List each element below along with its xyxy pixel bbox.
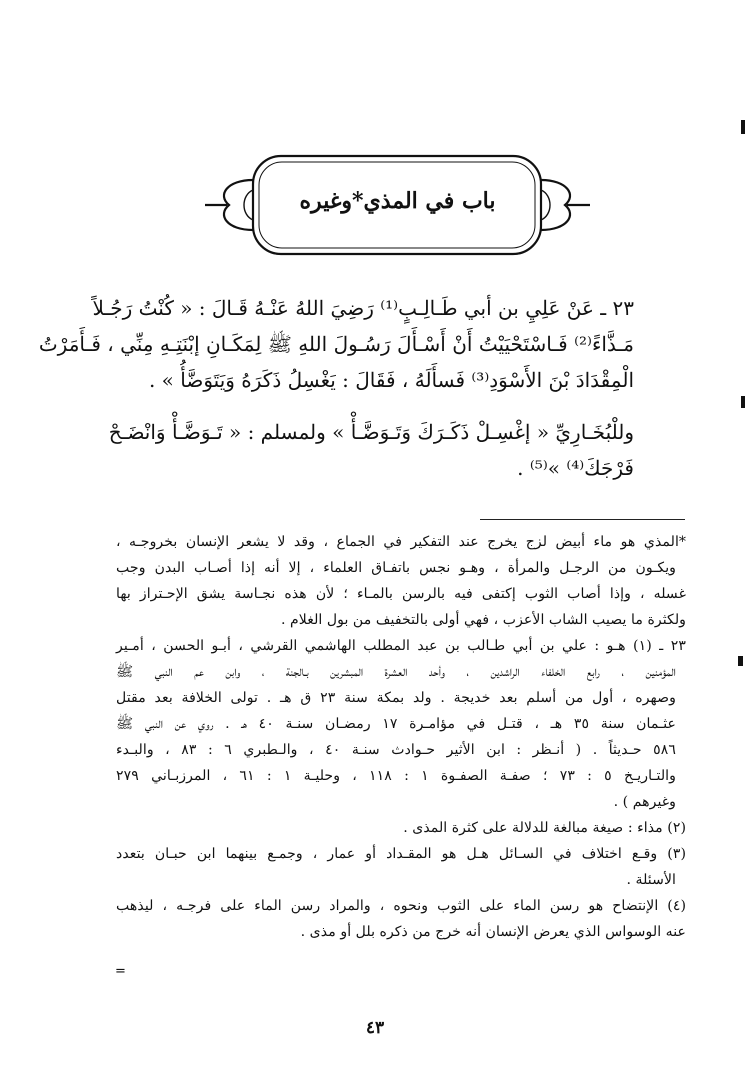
chapter-title: باب في المذي*وغيره [299,188,496,214]
hadith-line: مَـذَّاءً⁽²⁾ فَـاسْتَحْيَيْتُ أَنْ أَسْـأَلَ رَسُـولَ اللهِ ﷺ لِمَكَـانِ إبْنَتِـهِ مِنِّي ، فَـأَمَرْتُ [38,332,634,356]
footnote-line: عثـمان سنة ٣٥ هـ ، قتـل في مؤامـرة ١٧ رمضـان سنـة ٤٠ هـ . روي عن النبي ﷺ [116,716,676,732]
hadith-text [38,290,634,398]
edge-mark [741,120,745,134]
hadith-line: فَرْجَكَ⁽⁴⁾ »⁽⁵⁾ . [517,456,634,480]
margin-mark: = [115,964,126,979]
footnote-line: *المذي هو ماء أبيض لزج يخرج عند التفكير في الجماع ، وقد لا يشعر الإنسان بخروجـه ، [116,534,686,550]
edge-mark [741,396,745,408]
footnote-line: (٢) مذاء : صيغة مبالغة للدلالة على كثرة المذى . [403,820,686,836]
hadith-variants [108,414,634,486]
hadith-line: الْمِقْدَادَ بْنَ الأَسْوَدِ⁽³⁾ فَسأَلَهُ ، فَقَالَ : يَغْسِلُ ذَكَرَهُ وَيَتَوَضَّأُ » . [148,368,634,392]
footnote-line: (٤) الإنتضاح هو رسن الماء على الثوب ونحوه ، والمراد رسن الماء على فرجـه ، ليذهب [116,898,686,914]
footnote-line: ولكثرة ما يصيب الشاب الأعزب ، فهي أولى بالتخفيف من بول الغلام . [280,612,686,628]
footnote-line: ٥٨٦ حـديثاً . ( أنـظر : ابن الأثير حـوادث سنـة ٤٠ ، والـطبري ٦ : ٨٣ ، والبـدء [116,742,677,758]
footnote-separator [480,519,685,520]
footnote-line: ٢٣ ـ (١) هـو : علي بن أبي طـالب بن عبد المطلب الهاشمي القرشي ، أبـو الحسن ، أمـير [116,638,686,654]
footnote-line: والتـاريـخ ٥ : ٧٣ ؛ صفـة الصفـوة ١ : ١١٨ ، وحليـة ١ : ٦١ ، المرزبـاني ٢٧٩ [116,768,676,784]
footnotes [116,529,686,945]
hadith-line: وللْبُخَـارِيِّ « إغْسِـلْ ذَكَـرَكَ وَتَـوَضَّـأْ » ولمسلم : « تَـوَضَّـأْ وَانْضَـحْ [108,420,634,444]
footnote-line: غسله ، وإذا أصاب الثوب إكتفى فيه بالرسن بالمـاء ؛ لأن هذه نجـاسة يشق الإحـتراز بها [116,586,686,602]
footnote-line: وصهره ، أول من أسلم بعد خديجة . ولد بمكة سنة ٢٣ ق هـ . تولى الخلافة بعد مقتل [116,690,676,706]
footnote-line: عنه الوسواس الذي يعرض الإنسان أنه خرج من ذكره بلل أو مذى . [300,924,686,940]
page-number: ٤٣ [365,1018,385,1038]
footnote-line: ويكـون من الرجـل والمرأة ، وهـو نجس باتفـاق العلماء ، إلا أنه إذا أصـاب البدن وجب [116,560,676,576]
footnote-line: (٣) وقـع اختلاف في السـائل هـل هو المقـداد أو عمار ، وجمـع بينهما ابن حبـان بتعدد [116,846,686,862]
hadith-line: ٢٣ ـ عَنْ عَلِيِ بن أبي طَـالِـبٍ⁽¹⁾ رَضِيَ اللهُ عَنْـهُ قَـالَ : « كُنْتُ رَجُـلاً [92,296,634,320]
footnote-line: وغيرهم ) . [613,794,676,810]
footnote-line: المؤمنين ، رابع الخلفاء الراشدين ، وأحد العشرة المبشرين بـالجنة ، وابن عم النبي ﷺ [116,664,676,680]
footnote-line: الأسئلة . [626,872,676,888]
edge-mark [738,656,743,666]
